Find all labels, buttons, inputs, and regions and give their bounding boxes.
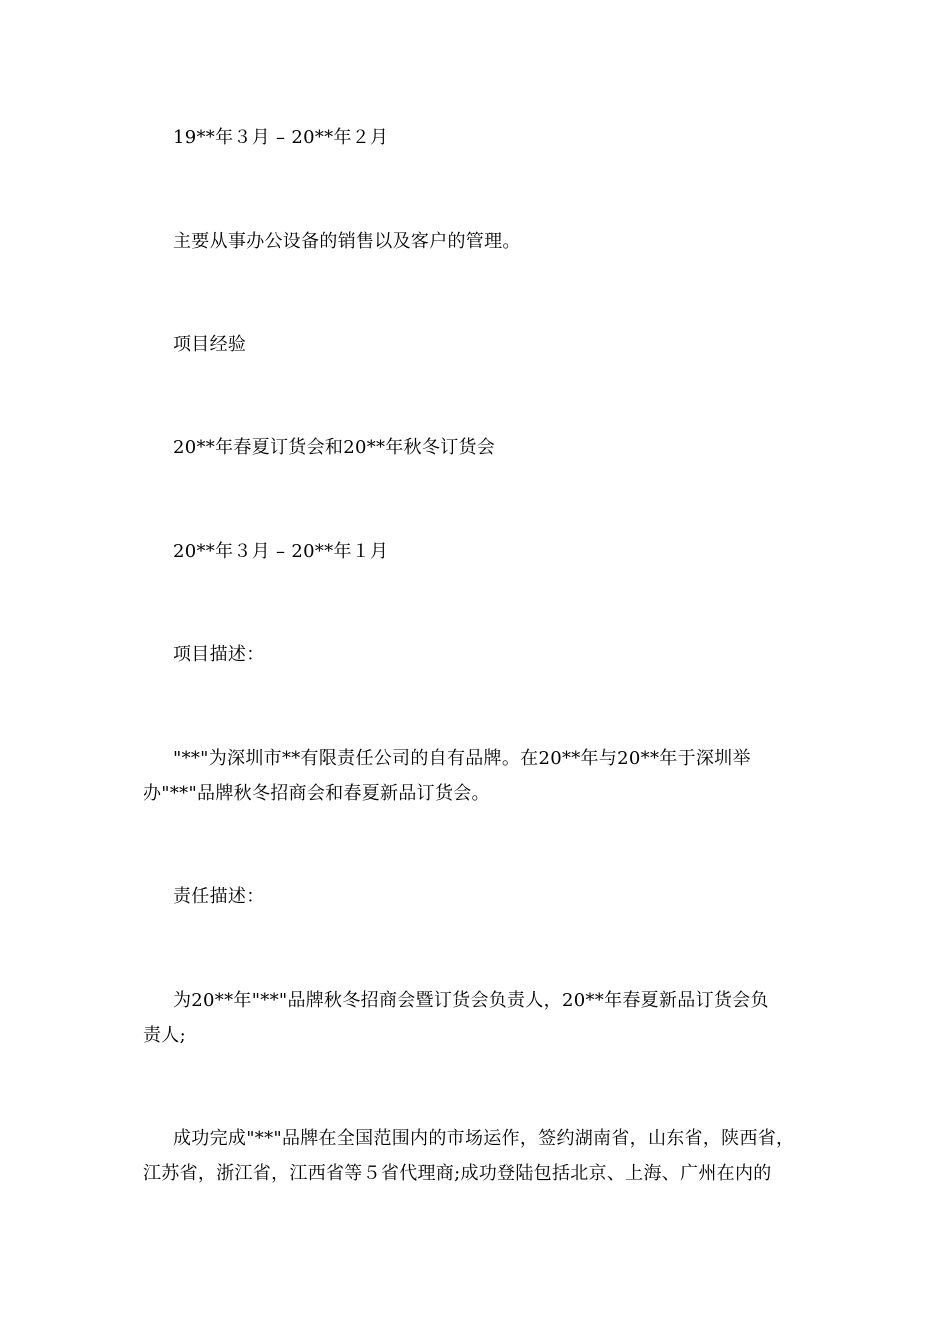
project-title: 20**年春夏订货会和20**年秋冬订货会: [173, 437, 496, 458]
section-heading-project-experience: 项目经验: [173, 334, 247, 355]
responsibility-label: 责任描述：: [173, 886, 265, 907]
job-description: 主要从事办公设备的销售以及客户的管理。: [173, 231, 521, 252]
employment-period: 19**年３月 – 20**年２月: [173, 127, 389, 148]
achievement-line-2: 江苏省，浙江省，江西省等５省代理商;成功登陆包括北京、上海、广州在内的: [143, 1163, 772, 1184]
responsibility-line-1: 为20**年"**"品牌秋冬招商会暨订货会负责人，20**年春夏新品订货会负: [173, 990, 769, 1011]
achievement-line-1: 成功完成"**"品牌在全国范围内的市场运作，签约湖南省，山东省，陕西省，: [173, 1128, 795, 1149]
project-period: 20**年３月 – 20**年１月: [173, 541, 389, 562]
project-description-line-2: 办"**"品牌秋冬招商会和春夏新品订货会。: [143, 783, 490, 804]
project-description-label: 项目描述：: [173, 644, 265, 665]
responsibility-line-2: 责人;: [143, 1025, 186, 1046]
project-description-line-1: "**"为深圳市**有限责任公司的自有品牌。在20**年与20**年于深圳举: [173, 748, 751, 769]
